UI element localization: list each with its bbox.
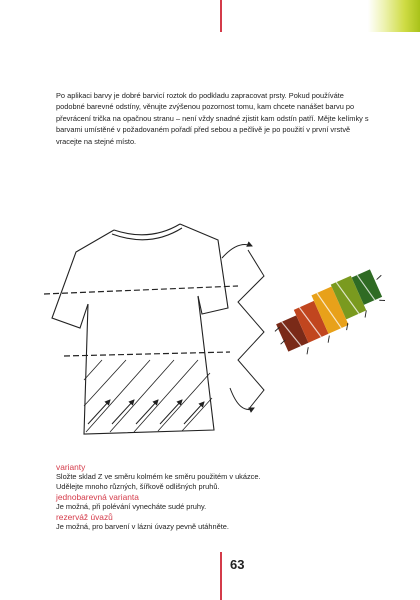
tshirt-outline — [52, 224, 228, 434]
pleated-fold-icon — [267, 264, 385, 362]
note-heading-variants: varianty — [56, 462, 86, 472]
bottom-margin-rule — [220, 552, 222, 600]
curved-arrows — [222, 245, 254, 410]
zigzag-profile — [238, 250, 264, 410]
notes-section — [56, 462, 376, 532]
note-line: Složte sklad Z ve směru kolmém ke směru použitém v ukázce. — [56, 472, 261, 481]
fold-arrows — [88, 400, 204, 424]
intro-paragraph: Po aplikaci barvy je dobré barvicí roztok do podkladu zapracovat prsty. Pokud používáte podobné barevné odstíny, věnujte zvýšenou pozornost tomu, kam chcete nanášet barvu po převrácení trička na opačnou stranu – není vždy snadné zjistit kam odstín patří. Mějte kelímky s barvami umístěné v požadovaném pořadí před sebou a pečlivě je po použití v první vrstvě vracejte na stejné místo. — [56, 91, 369, 146]
note-line: Je možná, při polévání vynecháte sudé pruhy. — [56, 502, 207, 511]
tshirt-fold-illustration — [40, 210, 385, 450]
diagonal-hatch — [84, 360, 212, 432]
note-line: Udělejte mnoho různých, šířkově odlišných pruhů. — [56, 482, 220, 491]
top-margin-rule — [220, 0, 222, 32]
corner-accent — [368, 0, 420, 32]
note-line: Je možná, pro barvení v lázni úvazy pevně utáhněte. — [56, 522, 229, 531]
fold-lines — [44, 286, 238, 356]
note-heading-resist-ties: rezerváž úvazů — [56, 512, 113, 522]
page-number: 63 — [230, 557, 245, 572]
note-heading-single-color: jednobarevná varianta — [56, 492, 139, 502]
